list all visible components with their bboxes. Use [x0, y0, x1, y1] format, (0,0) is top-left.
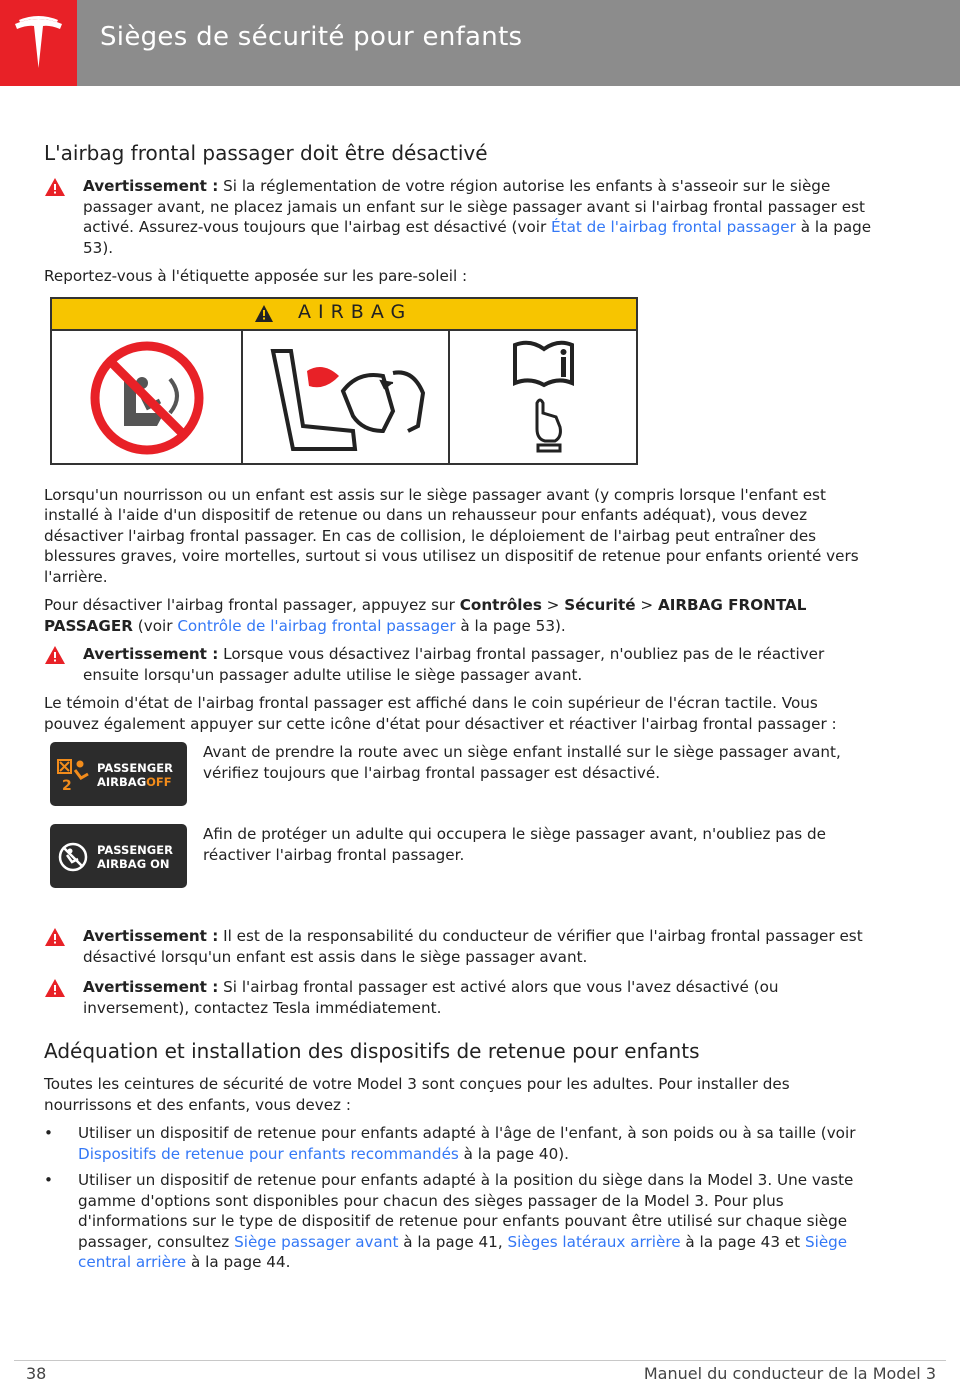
section-heading-airbag: L'airbag frontal passager doit être désactivé [44, 141, 488, 165]
bullet-marker: • [44, 1124, 53, 1142]
warning-block [44, 644, 874, 685]
warning-icon [44, 645, 66, 665]
warning-icon [44, 927, 66, 947]
warning-block [44, 926, 874, 967]
warning-icon [44, 978, 66, 998]
airbag-on-line2: AIRBAG ON [97, 857, 170, 871]
svg-text:2: 2 [62, 778, 72, 792]
bullet-text-mid: à la page 43 et [680, 1232, 805, 1251]
warning-label: Avertissement : [83, 978, 219, 996]
passenger-airbag-off-icon [50, 742, 187, 806]
infant-warning-paragraph: Lorsqu'un nourrisson ou un enfant est assis sur le siège passager avant (y compris lorsque l'enfant est installé à l'aide d'un dispositif de retenue ou dans un rehausseur pour enfants adéquat), vous devez désactiver l'airbag frontal passager. En cas de collision, le déploiement de l'airbag peut entraîner des blessures graves, voire mortelles, surtout si vous utilisez un dispositif de retenue pour enfants orienté vers l'arrière. [44, 485, 859, 586]
link-front-passenger-seat[interactable]: Siège passager avant [234, 1232, 399, 1251]
airbag-on-description: Afin de protéger un adulte qui occupera le siège passager avant, n'oubliez pas de réactiver l'airbag frontal passager. [203, 825, 826, 864]
page-content [44, 140, 874, 1279]
link-airbag-control[interactable]: Contrôle de l'airbag frontal passager [177, 616, 456, 635]
link-airbag-status[interactable]: État de l'airbag frontal passager [551, 218, 796, 236]
list-item [44, 1123, 874, 1164]
safety-menu-label: Sécurité [564, 596, 636, 614]
airbag-deploy-pictogram [243, 331, 450, 465]
airbag-sunvisor-label [50, 297, 638, 465]
bullet-text-after: à la page 40). [458, 1144, 569, 1163]
airbag-off-state: OFF [146, 775, 172, 789]
page-title: Sièges de sécurité pour enfants [100, 22, 523, 52]
bullet-text: Utiliser un dispositif de retenue pour enfants adapté à la position du siège dans la Model 3. Une vaste gamme d'options sont disponibles pour chacun des sièges passager de la Model 3. Pour plus d'informations sur le type de dispositif de retenue pour enfants pouvant être utilisé sur chaque siège passager, consultez [78, 1171, 854, 1251]
airbag-off-line1: PASSENGER [97, 761, 173, 775]
tesla-logo [0, 0, 77, 86]
airbag-on-line1: PASSENGER [97, 843, 173, 857]
status-paragraph: Le témoin d'état de l'airbag frontal passager est affiché dans le coin supérieur de l'écran tactile. Vous pouvez également appuyer sur cette icône d'état pour désactiver et réactiver l'airbag frontal passager : [44, 694, 837, 733]
airbag-on-row [50, 824, 874, 888]
warning-label: Avertissement : [83, 927, 219, 945]
airbag-off-description: Avant de prendre la route avec un siège enfant installé sur le siège passager avant, vérifiez toujours que l'airbag frontal passager est désactivé. [203, 743, 841, 782]
installation-intro: Toutes les ceintures de sécurité de votre Model 3 sont conçues pour les adultes. Pour installer des nourrissons et des enfants, vous devez : [44, 1075, 790, 1114]
disable-text: Pour désactiver l'airbag frontal passager, appuyez sur [44, 596, 460, 614]
separator: > [541, 596, 565, 614]
warning-block [44, 176, 874, 258]
warning-text-after: à la page 53). [83, 218, 872, 257]
warning-icon [254, 304, 274, 323]
link-recommended-restraints[interactable]: Dispositifs de retenue pour enfants recommandés [78, 1144, 459, 1163]
sticker-airbag-text: AIRBAG [298, 300, 413, 323]
link-rear-center-seat[interactable]: Siège central arrière [78, 1232, 848, 1271]
separator: > [635, 596, 658, 614]
bullet-text-mid: à la page 41, [398, 1232, 508, 1251]
footer-title: Manuel du conducteur de la Model 3 [643, 1364, 936, 1383]
warning-block [44, 977, 874, 1018]
warning-icon [44, 177, 66, 197]
bullet-text: Utiliser un dispositif de retenue pour enfants adapté à l'âge de l'enfant, à son poids ou à sa taille (voir [78, 1124, 856, 1142]
sticker-band [52, 299, 636, 331]
bullet-text-after: à la page 44. [186, 1253, 291, 1271]
warning-text: Lorsque vous désactivez l'airbag frontal passager, n'oubliez pas de le réactiver ensuite lorsqu'un passager adulte utilise le siège passager avant. [83, 645, 825, 684]
airbag-off-row [50, 742, 874, 806]
list-item [44, 1170, 874, 1273]
link-rear-outboard-seats[interactable]: Sièges latéraux arrière [507, 1232, 681, 1251]
warning-text: Si la réglementation de votre région autorise les enfants à s'asseoir sur le siège passager avant, ne placez jamais un enfant sur le siège passager avant si l'airbag frontal passager est activé. Assurez-vous toujours que l'airbag est désactivé (voir [83, 177, 865, 236]
bullet-marker: • [44, 1171, 53, 1189]
controls-menu-label: Contrôles [459, 596, 542, 614]
warning-label: Avertissement : [83, 645, 219, 663]
disable-text-after: à la page 53). [455, 616, 566, 635]
read-manual-pictogram [450, 331, 640, 465]
no-child-seat-pictogram [52, 331, 243, 465]
sunvisor-paragraph: Reportez-vous à l'étiquette apposée sur les pare-soleil : [44, 267, 468, 285]
footer-divider [14, 1360, 946, 1361]
disable-text-mid: (voir [132, 616, 178, 635]
disable-instructions-paragraph [44, 595, 874, 636]
warning-label: Avertissement : [83, 177, 219, 195]
page-header [0, 0, 960, 86]
warning-text: Il est de la responsabilité du conducteur de vérifier que l'airbag frontal passager est désactivé lorsqu'un enfant est assis dans le siège passager avant. [83, 927, 863, 966]
section-heading-installation: Adéquation et installation des dispositifs de retenue pour enfants [44, 1039, 700, 1063]
passenger-airbag-on-icon [50, 824, 187, 888]
airbag-off-line2: AIRBAG [97, 775, 147, 789]
warning-text: Si l'airbag frontal passager est activé alors que vous l'avez désactivé (ou inversement), contactez Tesla immédiatement. [83, 978, 779, 1017]
airbag-setting-label: AIRBAG FRONTAL PASSAGER [44, 596, 807, 635]
page-number: 38 [26, 1364, 47, 1383]
